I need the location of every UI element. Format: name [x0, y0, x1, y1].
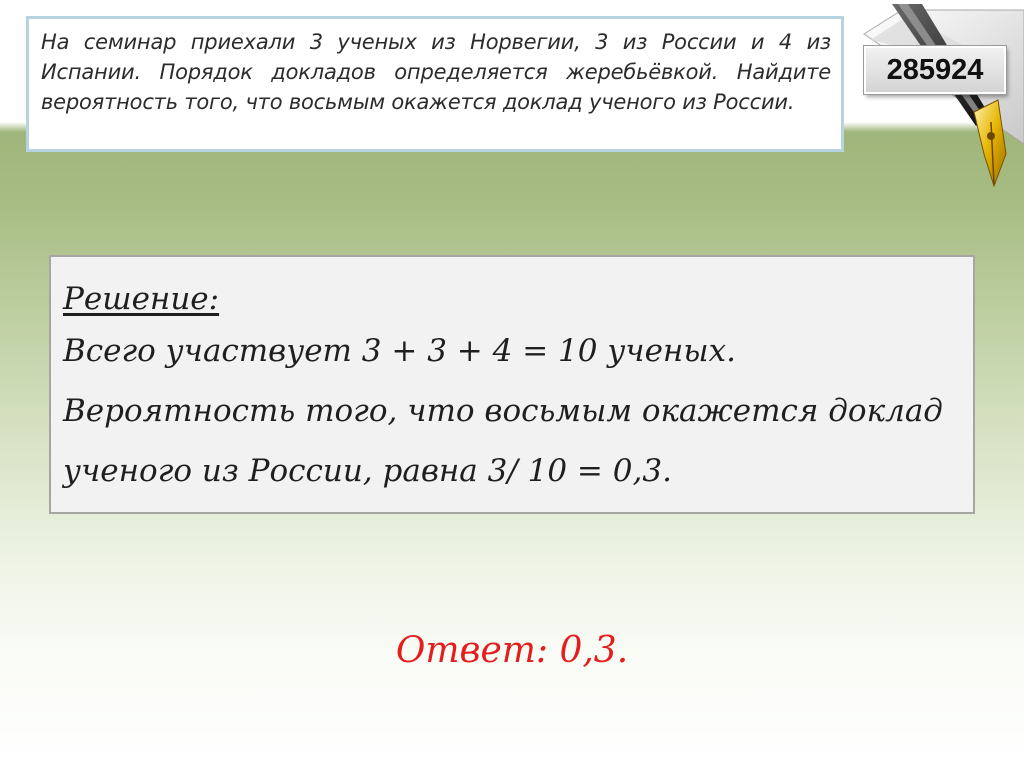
solution-heading: Решение: [63, 281, 220, 317]
solution-line: ученого из России, равна 3/ 10 = 0,3. [63, 453, 672, 489]
solution-box [49, 255, 975, 514]
problem-text: На семинар приехали 3 ученых из Норвегии, 3 из России и 4 из Испании. Порядок докладов определяется жеребьёвкой. Найдите вероятность того, что восьмым окажется доклад ученого из России. [41, 30, 831, 114]
problem-number-badge: 285924 [864, 46, 1006, 94]
fountain-pen-nib-icon [858, 4, 1024, 190]
answer-text: Ответ: 0,3. [395, 630, 629, 671]
solution-line: Всего участвует 3 + 3 + 4 = 10 ученых. [63, 333, 736, 369]
solution-line: Вероятность того, что восьмым окажется доклад [63, 393, 943, 429]
problem-statement-box [26, 16, 844, 152]
